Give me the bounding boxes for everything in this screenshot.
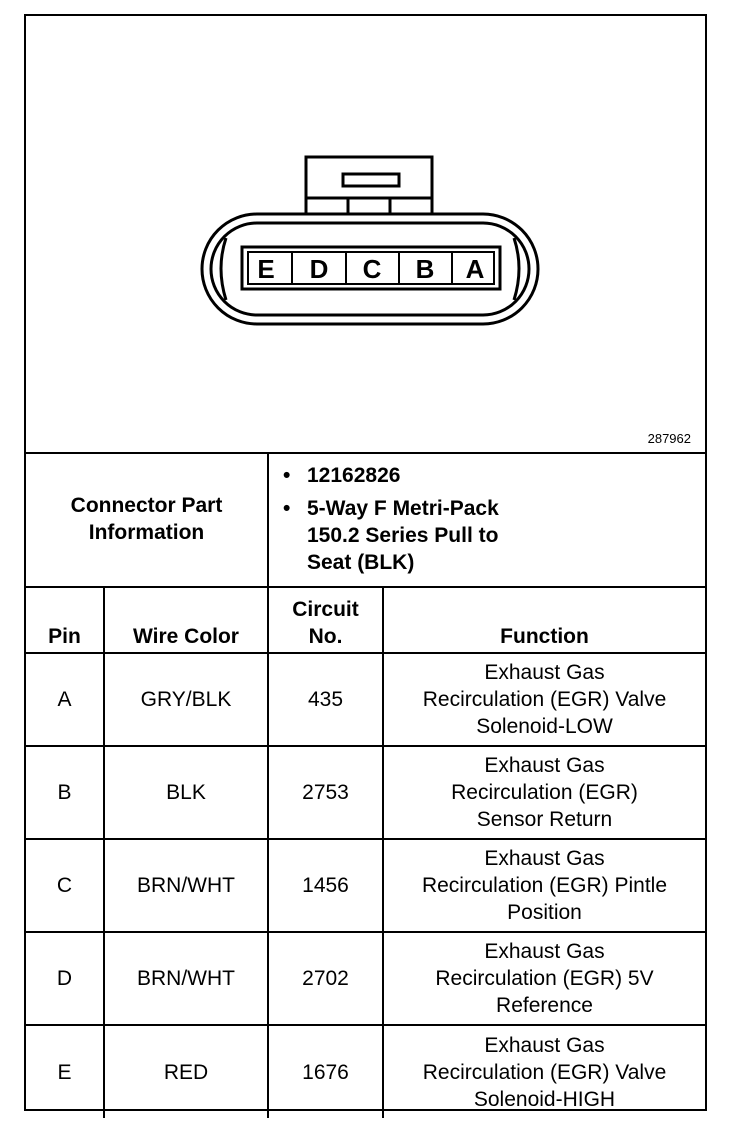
cell-circuit: 2702 bbox=[268, 932, 383, 1025]
cell-circuit: 2753 bbox=[268, 746, 383, 839]
cell-function: Exhaust Gas Recirculation (EGR) Valve Solenoid-LOW bbox=[383, 653, 705, 746]
table-row bbox=[26, 839, 705, 932]
figure-number: 287962 bbox=[647, 431, 691, 446]
pin-label-c: C bbox=[362, 254, 382, 284]
pin-label-d: D bbox=[309, 254, 329, 284]
cell-pin: A bbox=[26, 653, 104, 746]
cell-wire-color: BRN/WHT bbox=[104, 932, 268, 1025]
header-pin: Pin bbox=[26, 587, 104, 653]
pinout-table bbox=[26, 452, 705, 1118]
header-wire-color: Wire Color bbox=[104, 587, 268, 653]
connector-lock-slot bbox=[343, 174, 399, 186]
connector-diagram bbox=[26, 16, 705, 452]
cell-circuit: 1676 bbox=[268, 1025, 383, 1118]
cell-wire-color: BLK bbox=[104, 746, 268, 839]
cell-pin: D bbox=[26, 932, 104, 1025]
cell-function: Exhaust Gas Recirculation (EGR) Valve Solenoid-HIGH bbox=[383, 1025, 705, 1118]
cell-wire-color: BRN/WHT bbox=[104, 839, 268, 932]
part-info-row bbox=[26, 452, 705, 587]
cell-pin: C bbox=[26, 839, 104, 932]
pin-label-a: A bbox=[465, 254, 485, 284]
header-function: Function bbox=[383, 587, 705, 653]
table-row bbox=[26, 1025, 705, 1118]
cell-wire-color: RED bbox=[104, 1025, 268, 1118]
pin-label-e: E bbox=[257, 254, 275, 284]
part-info-values bbox=[268, 452, 705, 587]
connector-sheet bbox=[24, 14, 707, 1111]
cell-pin: E bbox=[26, 1025, 104, 1118]
cell-circuit: 1456 bbox=[268, 839, 383, 932]
cell-function: Exhaust Gas Recirculation (EGR) Sensor Return bbox=[383, 746, 705, 839]
table-row bbox=[26, 653, 705, 746]
cell-circuit: 435 bbox=[268, 653, 383, 746]
pin-label-b: B bbox=[415, 254, 435, 284]
part-number: • 12162826 bbox=[307, 462, 699, 489]
cell-function: Exhaust Gas Recirculation (EGR) Pintle Position bbox=[383, 839, 705, 932]
table-row bbox=[26, 746, 705, 839]
connector-type: • 5-Way F Metri-Pack 150.2 Series Pull to Seat (BLK) bbox=[307, 495, 699, 576]
header-circuit: Circuit No. bbox=[268, 587, 383, 653]
table-row bbox=[26, 932, 705, 1025]
cell-wire-color: GRY/BLK bbox=[104, 653, 268, 746]
table-header-row bbox=[26, 587, 705, 653]
connector-diagram-panel bbox=[26, 16, 705, 454]
part-info-label: Connector Part Information bbox=[26, 452, 268, 587]
cell-pin: B bbox=[26, 746, 104, 839]
cell-function: Exhaust Gas Recirculation (EGR) 5V Reference bbox=[383, 932, 705, 1025]
